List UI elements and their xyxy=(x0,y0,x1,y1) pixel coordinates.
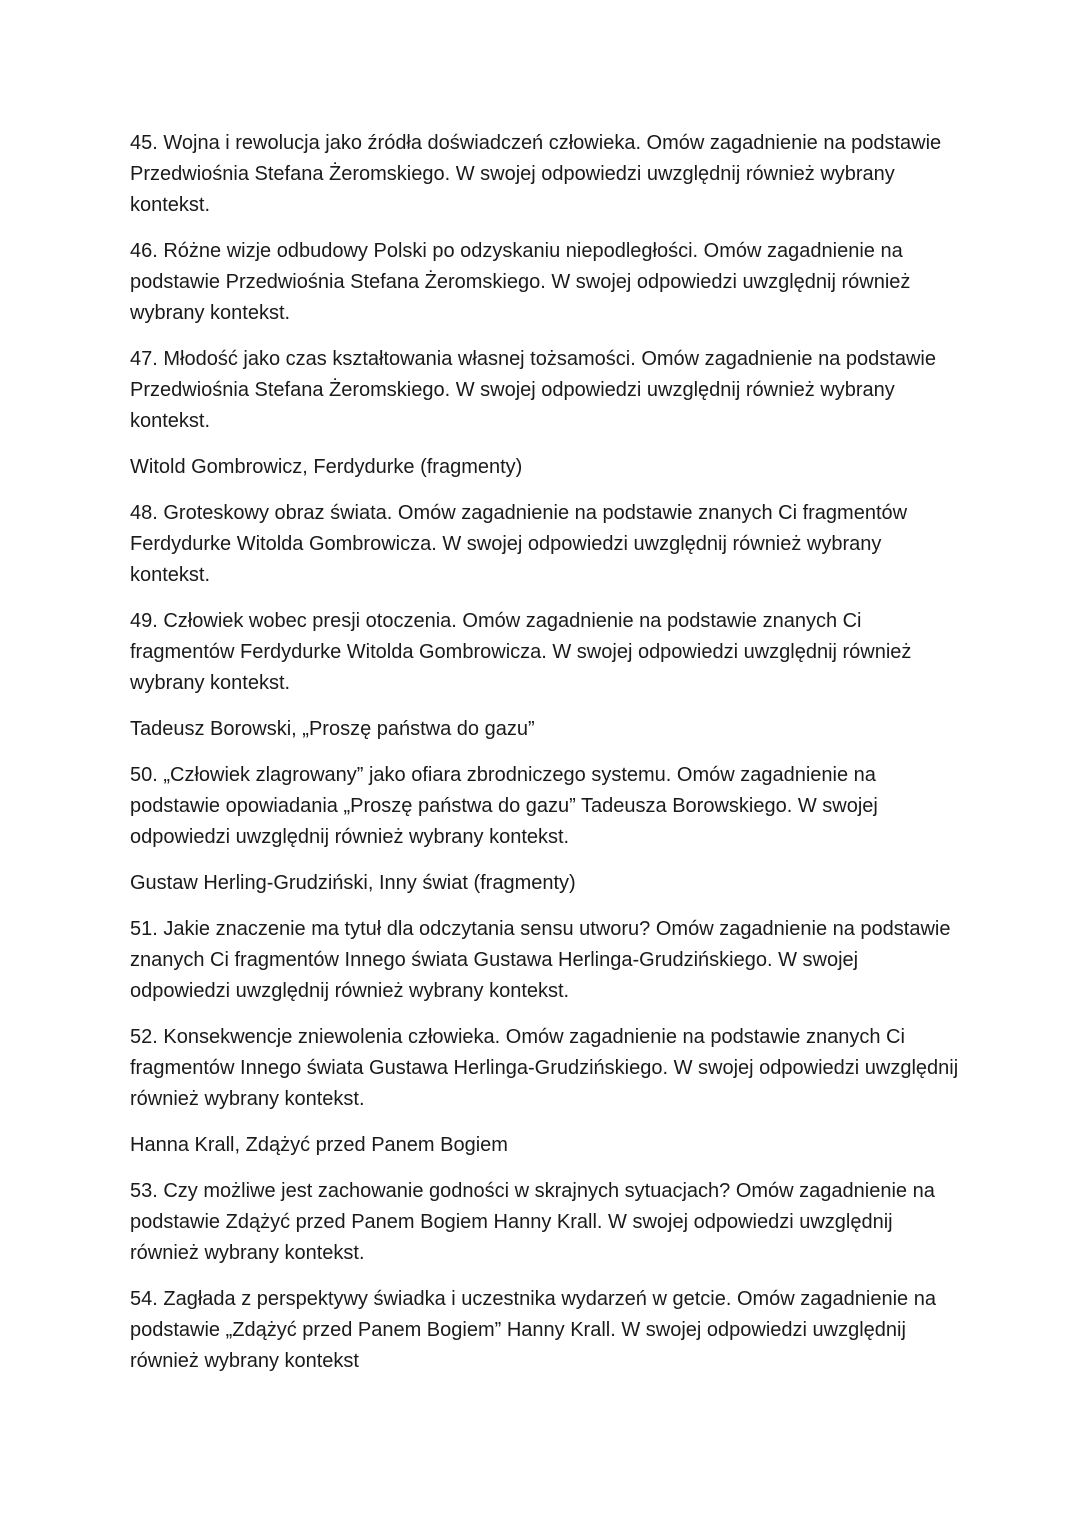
topic-46: 46. Różne wizje odbudowy Polski po odzyskaniu niepodległości. Omów zagadnienie na podstawie Przedwiośnia Stefana Żeromskiego. W swojej odpowiedzi uwzględnij również wybrany kontekst. xyxy=(130,240,911,324)
topic-49: 49. Człowiek wobec presji otoczenia. Omów zagadnienie na podstawie znanych Ci fragmentów Ferdydurke Witolda Gombrowicza. W swojej odpowiedzi uwzględnij również wybrany kontekst. xyxy=(130,610,912,694)
topic-52: 52. Konsekwencje zniewolenia człowieka. Omów zagadnienie na podstawie znanych Ci fragmentów Innego świata Gustawa Herlinga-Grudzińskiego. W swojej odpowiedzi uwzględnij również wybrany kontekst. xyxy=(130,1026,959,1110)
section-heading-herling-grudzinski: Gustaw Herling-Grudziński, Inny świat (fragmenty) xyxy=(130,872,576,894)
topic-48: 48. Groteskowy obraz świata. Omów zagadnienie na podstawie znanych Ci fragmentów Ferdydurke Witolda Gombrowicza. W swojej odpowiedzi uwzględnij również wybrany kontekst. xyxy=(130,502,908,586)
topic-51: 51. Jakie znaczenie ma tytuł dla odczytania sensu utworu? Omów zagadnienie na podstawie znanych Ci fragmentów Innego świata Gustawa Herlinga-Grudzińskiego. W swojej odpowiedzi uwzględnij również wybrany kontekst. xyxy=(130,918,951,1002)
topic-50: 50. „Człowiek zlagrowany” jako ofiara zbrodniczego systemu. Omów zagadnienie na podstawie opowiadania „Proszę państwa do gazu” Tadeusza Borowskiego. W swojej odpowiedzi uwzględnij również wybrany kontekst. xyxy=(130,764,878,848)
section-heading-krall: Hanna Krall, Zdążyć przed Panem Bogiem xyxy=(130,1134,508,1156)
topic-53: 53. Czy możliwe jest zachowanie godności w skrajnych sytuacjach? Omów zagadnienie na podstawie Zdążyć przed Panem Bogiem Hanny Krall. W swojej odpowiedzi uwzględnij również wybrany kontekst. xyxy=(130,1180,935,1264)
section-heading-borowski: Tadeusz Borowski, „Proszę państwa do gazu” xyxy=(130,718,535,740)
topic-54: 54. Zagłada z perspektywy świadka i uczestnika wydarzeń w getcie. Omów zagadnienie na podstawie „Zdążyć przed Panem Bogiem” Hanny Krall. W swojej odpowiedzi uwzględnij również wybrany kontekst xyxy=(130,1288,936,1372)
section-heading-gombrowicz: Witold Gombrowicz, Ferdydurke (fragmenty) xyxy=(130,456,523,478)
document-page xyxy=(130,128,960,1392)
topic-45: 45. Wojna i rewolucja jako źródła doświadczeń człowieka. Omów zagadnienie na podstawie Przedwiośnia Stefana Żeromskiego. W swojej odpowiedzi uwzględnij również wybrany kontekst. xyxy=(130,132,942,216)
topic-47: 47. Młodość jako czas kształtowania własnej tożsamości. Omów zagadnienie na podstawie Przedwiośnia Stefana Żeromskiego. W swojej odpowiedzi uwzględnij również wybrany kontekst. xyxy=(130,348,936,432)
